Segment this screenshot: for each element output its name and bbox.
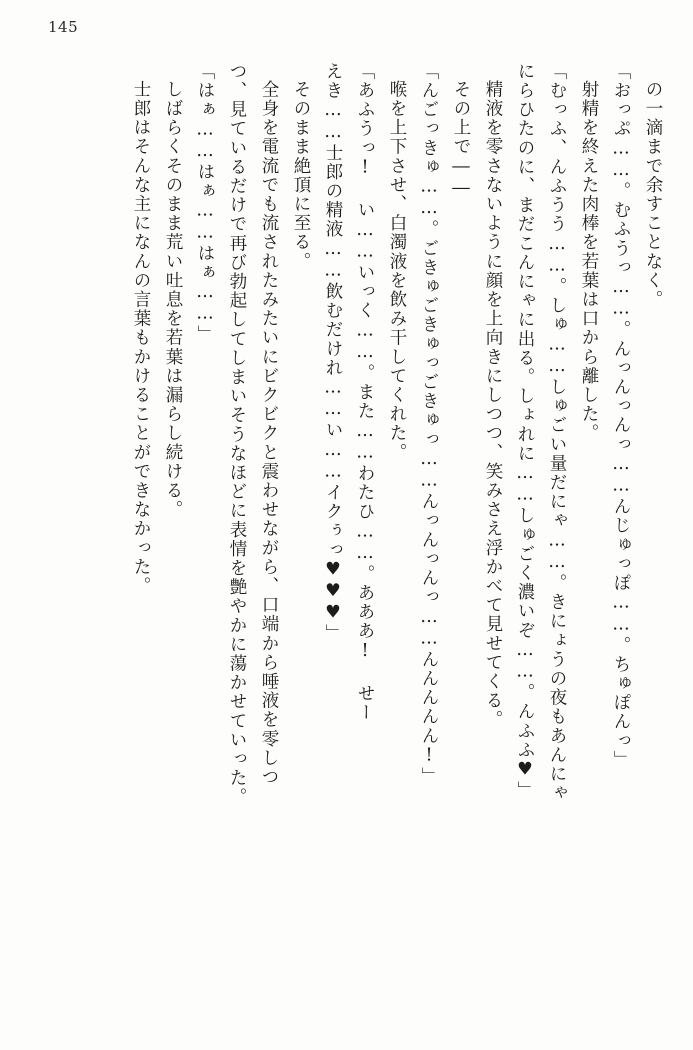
- text-line: 「はぁ……はぁ……はぁ……」: [195, 62, 215, 345]
- text-line: 「んごっきゅ……。ごきゅごきゅっごきゅっ……んっんっんっ……んんんんん!」: [419, 62, 439, 787]
- text-line: 全身を電流でも流されたみたいにビクビクと震わせながら、口端から唾液を零しつ: [259, 80, 279, 787]
- text-line: の一滴まで余すことなく。: [643, 80, 663, 310]
- text-line: にらひたのに、まだこんにゃに出る。しょれに……しゅごく濃いぞ……。んふふ♥」: [515, 62, 535, 801]
- text-line: しばらくそのまま荒い吐息を若葉は漏らし続ける。: [163, 80, 183, 520]
- text-line: 精液を零さないように顔を上向きにしつつ、笑みさえ浮かべて見せてくる。: [483, 80, 503, 730]
- page-number: 145: [48, 18, 79, 36]
- text-line: 士郎はそんな主になんの言葉もかけることができなかった。: [131, 80, 151, 596]
- text-line: 「あふうっ! い……いっく……。また……わたひ……。あああ! せー: [355, 62, 375, 723]
- text-line: 「むっふ、んふうう……。しゅ……しゅごい量だにゃ……。きにょうの夜もあんにゃ: [547, 62, 567, 803]
- text-line: 喉を上下させ、白濁液を飲み干してくれた。: [387, 80, 407, 462]
- text-line: その上で――: [451, 80, 471, 200]
- vertical-text-body: [26, 62, 667, 1010]
- text-line: 射精を終えた肉棒を若葉は口から離した。: [579, 80, 599, 443]
- text-line: 「おっぷ……。むふうっ……。んっんっんっ……んじゅっぽ……。ちゅぽんっ」: [611, 62, 631, 770]
- text-line: えき……士郎の精液……飲むだけれ……い……イクぅっ♥♥♥」: [323, 62, 343, 644]
- text-line: そのまま絶頂に至る。: [291, 80, 311, 271]
- text-line: つ、見ているだけで再び勃起してしまいそうなほどに表情を艶やかに蕩かせていった。: [227, 62, 247, 807]
